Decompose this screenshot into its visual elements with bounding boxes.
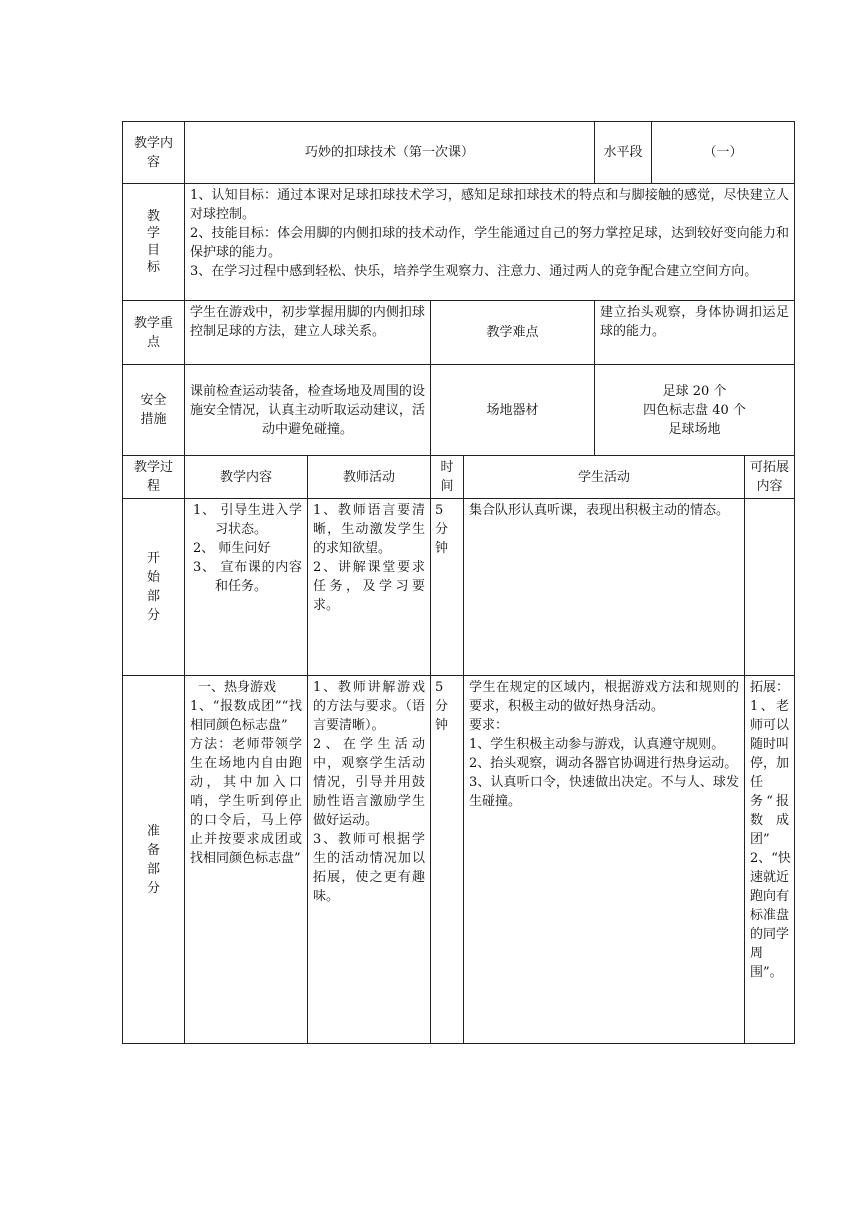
- prep-extension-item: 拓展：: [750, 680, 790, 695]
- prep-teacher-item: 1、教师讲解游戏的方法与要求。（语言要清晰）。: [313, 680, 425, 733]
- content-label-cell: [123, 122, 185, 184]
- equipment-label-cell: [431, 365, 595, 456]
- lesson-title: 巧妙的扣球技术（第一次课）: [305, 145, 475, 160]
- prep-time: 5分钟: [435, 680, 449, 733]
- start-teacher-item: 1、教师语言要清晰，生动激发学生的求知欲望。: [313, 503, 425, 556]
- start-section-row: [123, 499, 795, 676]
- start-content-item: 2、 师生问好: [193, 541, 271, 556]
- extension-header: 可拓展内容: [750, 460, 790, 494]
- prep-time-cell: [431, 676, 464, 1044]
- objectives-row: [123, 184, 795, 301]
- key-points-row: [123, 301, 795, 365]
- objective-item: 2、技能目标：体会用脚的内侧扣球的技术动作，学生能通过自己的努力掌控足球，达到较好变向能力和保护球的能力。: [190, 226, 790, 260]
- start-student-cell: [464, 499, 745, 676]
- safety-label-cell: [123, 365, 185, 456]
- objective-item: 3、在学习过程中感到轻松、快乐，培养学生观察力、注意力、通过两人的竞争配合建立空间方向。: [190, 264, 758, 279]
- prep-student-item: 1、学生积极主动参与游戏，认真遵守规则。: [469, 737, 725, 752]
- prep-student-cell: [464, 676, 745, 1044]
- key-points-label-cell: [123, 301, 185, 365]
- content-header-cell: [185, 456, 308, 499]
- level-label-cell: [595, 122, 652, 184]
- prep-student-item: 要求：: [469, 718, 509, 733]
- time-header: 时间: [440, 460, 454, 494]
- difficulty-text: 建立抬头观察，身体协调扣运足球的能力。: [600, 305, 790, 339]
- difficulty-cell: [595, 301, 795, 365]
- objectives-label-cell: [123, 184, 185, 301]
- start-content-item: 3、 宣布课的内容和任务。: [193, 560, 302, 594]
- title-row: [123, 122, 795, 184]
- process-label-cell: [123, 456, 185, 499]
- lesson-title-cell: [185, 122, 595, 184]
- start-label: 开始部分: [146, 551, 160, 623]
- equipment-item: 足球场地: [668, 421, 721, 437]
- start-teacher-item: 2、讲解课堂要求任务，及学习要求。: [313, 560, 425, 613]
- start-student-text: 集合队形认真听课，表现出积极主动的情态。: [469, 503, 730, 518]
- prep-content-item: 方法：老师带领学生在场地内自由跑动，其中加入口哨，学生听到停止的口令后，马上停止并按要求成团或找相同颜色标志盘”: [190, 737, 302, 866]
- teacher-header-cell: [308, 456, 431, 499]
- objective-item: 1、认知目标：通过本课对足球扣球技术学习，感知足球扣球技术的特点和与脚接触的感觉，尽快建立人对球控制。: [190, 188, 790, 222]
- level-value-cell: [652, 122, 795, 184]
- content-label: 教学内容: [133, 135, 173, 170]
- prep-extension-item: 1、老师可以随时叫停，加任务“报数成团”: [750, 699, 790, 847]
- prep-label-cell: [123, 676, 185, 1044]
- objectives-cell: [185, 184, 795, 301]
- equipment-item: 四色标志盘 40 个: [643, 402, 746, 418]
- start-content-cell: [185, 499, 308, 676]
- equipment-cell: [595, 365, 795, 456]
- student-header-cell: [464, 456, 745, 499]
- prep-student-item: 3、认真听口令，快速做出决定。不与人、球发生碰撞。: [469, 775, 740, 809]
- safety-text: 课前检查运动装备，检查场地及周围的设施安全情况，认真主动听取运动建议，活动中避免碰撞。: [190, 383, 425, 437]
- content-header: 教学内容: [219, 469, 272, 485]
- key-points-label: 教学重点: [133, 315, 173, 350]
- start-label-cell: [123, 499, 185, 676]
- prep-teacher-item: 3、教师可根据学生的活动情况加以拓展，使之更有趣味。: [313, 832, 425, 904]
- prep-label: 准备部分: [146, 823, 160, 896]
- difficulty-label-cell: [431, 301, 595, 365]
- objectives-label: 教学目标: [146, 209, 160, 275]
- level-value: （一）: [703, 145, 743, 160]
- prep-extension-cell: [745, 676, 795, 1044]
- prep-content-item: 一、热身游戏: [198, 680, 277, 695]
- teacher-header: 教师活动: [342, 469, 395, 485]
- key-points-text: 学生在游戏中，初步掌握用脚的内侧扣球控制足球的方法，建立人球关系。: [190, 305, 425, 339]
- prep-student-item: 学生在规定的区域内，根据游戏方法和规则的要求，积极主动的做好热身活动。: [469, 680, 740, 714]
- safety-cell: [185, 365, 431, 456]
- key-points-cell: [185, 301, 431, 365]
- start-extension-cell: [745, 499, 795, 676]
- start-time: 5分钟: [435, 503, 449, 556]
- equipment-label: 场地器材: [486, 402, 539, 418]
- prep-student-item: 2、抬头观察，调动各器官协调进行热身运动。: [469, 756, 738, 771]
- prep-teacher-cell: [308, 676, 431, 1044]
- extension-header-cell: [745, 456, 795, 499]
- safety-row: [123, 365, 795, 456]
- prep-extension-item: 2、“快速就近跑向有标准盘的同学周围”。: [750, 851, 791, 980]
- process-header-row: [123, 456, 795, 499]
- start-teacher-cell: [308, 499, 431, 676]
- start-time-cell: [431, 499, 464, 676]
- process-label: 教学过程: [133, 460, 173, 494]
- equipment-item: 足球 20 个: [662, 383, 727, 399]
- prep-teacher-item: 2、在学生活动中，观察学生活动情况，引导并用鼓励性语言激励学生做好运动。: [313, 737, 425, 828]
- time-header-cell: [431, 456, 464, 499]
- lesson-plan-table: [122, 121, 795, 1044]
- student-header: 学生活动: [578, 469, 631, 485]
- prep-content-cell: [185, 676, 308, 1044]
- difficulty-label: 教学难点: [486, 325, 539, 340]
- start-content-item: 1、 引导生进入学习状态。: [193, 503, 302, 537]
- level-label: 水平段: [603, 145, 643, 160]
- prep-content-item: 1、“报数成团”“找相同颜色标志盘”: [190, 699, 302, 733]
- prep-section-row: [123, 676, 795, 1044]
- safety-label: 安全措施: [140, 393, 167, 427]
